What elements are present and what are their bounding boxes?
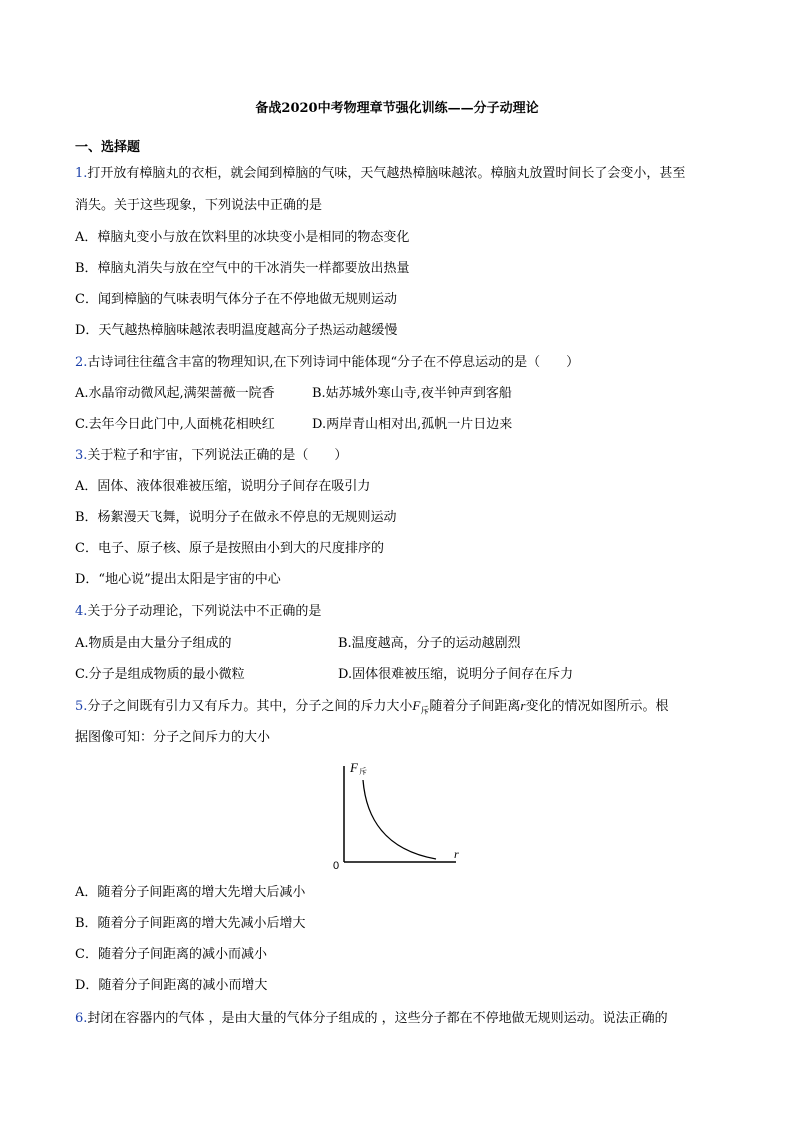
question-4 — [75, 604, 321, 620]
q2-option-b: B.姑苏城外寒山寺,夜半钟声到客船 — [312, 386, 512, 401]
question-number: 6. — [75, 1011, 88, 1026]
section-heading: 一、选择题 — [75, 140, 141, 155]
question-text-3: 变化的情况如图所示。根 — [525, 699, 669, 714]
question-text: 打开放有樟脑丸的衣柜，就会闻到樟脑的气味，天气越热樟脑味越浓。樟脑丸放置时间长了会变小，甚至 — [87, 166, 686, 181]
q1-option-d: D．天气越热樟脑味越浓表明温度越高分子热运动越缓慢 — [75, 323, 398, 338]
document-title: 备战2020中考物理章节强化训练——分子动理论 — [255, 101, 539, 116]
q4-option-c: C.分子是组成物质的最小微粒 — [75, 667, 245, 682]
origin-label: 0 — [333, 860, 340, 872]
q1-option-c: C．闻到樟脑的气味表明气体分子在不停地做无规则运动 — [75, 292, 397, 307]
q2-option-a: A.水晶帘动微风起,满架蔷薇一院香 — [75, 386, 275, 401]
q5-option-d: D．随着分子间距离的减小而增大 — [75, 978, 268, 993]
question-3 — [75, 448, 347, 464]
question-2 — [75, 355, 579, 371]
question-text: 关于分子动理论，下列说法中不正确的是 — [87, 604, 322, 619]
q1-option-a: A．樟脑丸变小与放在饮料里的冰块变小是相同的物态变化 — [75, 230, 410, 245]
force-distance-graph — [330, 758, 470, 873]
q4-option-b: B.温度越高，分子的运动越剧烈 — [338, 636, 521, 651]
question-number: 1. — [75, 166, 88, 181]
force-symbol: F — [412, 698, 421, 713]
q3-option-b: B．杨絮漫天飞舞，说明分子在做永不停息的无规则运动 — [75, 510, 397, 525]
question-number: 3. — [75, 448, 88, 463]
q2-option-c: C.去年今日此门中,人面桃花相映红 — [75, 417, 275, 432]
question-text: 古诗词往往蕴含丰富的物理知识,在下列诗词中能体现“分子在不停息运动的是（ ） — [87, 355, 580, 370]
q3-option-c: C．电子、原子核、原子是按照由小到大的尺度排序的 — [75, 541, 384, 556]
q5-option-b: B．随着分子间距离的增大先减小后增大 — [75, 916, 306, 931]
question-text: 封闭在容器内的气体 ，是由大量的气体分子组成的 ，这些分子都在不停地做无规则运动。说法正确的 — [87, 1011, 668, 1026]
q1-option-b: B．樟脑丸消失与放在空气中的干冰消失一样都要放出热量 — [75, 261, 410, 276]
q3-option-a: A．固体、液体很难被压缩，说明分子间存在吸引力 — [75, 479, 371, 494]
question-6 — [75, 1011, 668, 1027]
y-axis-subscript: 斥 — [359, 767, 367, 776]
question-number: 2. — [75, 355, 88, 370]
q5-option-c: C．随着分子间距离的减小而减小 — [75, 947, 267, 962]
question-5-cont: 据图像可知：分子之间斥力的大小 — [75, 730, 271, 745]
question-number: 4. — [75, 604, 88, 619]
q4-option-d: D.固体很难被压缩，说明分子间存在斥力 — [338, 667, 574, 682]
y-axis-label: F — [350, 760, 358, 775]
question-1-cont: 消失。关于这些现象，下列说法中正确的是 — [75, 198, 323, 213]
question-5 — [75, 698, 668, 720]
question-text: 关于粒子和宇宙，下列说法正确的是（ ） — [87, 448, 348, 463]
force-subscript: 斥 — [420, 706, 430, 717]
q3-option-d: D．“地心说”提出太阳是宇宙的中心 — [75, 572, 281, 587]
repulsion-curve — [363, 780, 436, 859]
q5-option-a: A．随着分子间距离的增大先增大后减小 — [75, 885, 306, 900]
q2-option-d: D.两岸青山相对出,孤帆一片日边来 — [312, 417, 513, 432]
x-axis-label: r — [454, 847, 459, 861]
distance-symbol: r — [520, 698, 526, 713]
question-number: 5. — [75, 699, 88, 714]
question-text-2: 随着分子间距离 — [429, 699, 521, 714]
question-text: 分子之间既有引力又有斥力。其中，分子之间的斥力大小 — [87, 699, 413, 714]
question-1 — [75, 166, 685, 182]
q4-option-a: A.物质是由大量分子组成的 — [75, 636, 232, 651]
